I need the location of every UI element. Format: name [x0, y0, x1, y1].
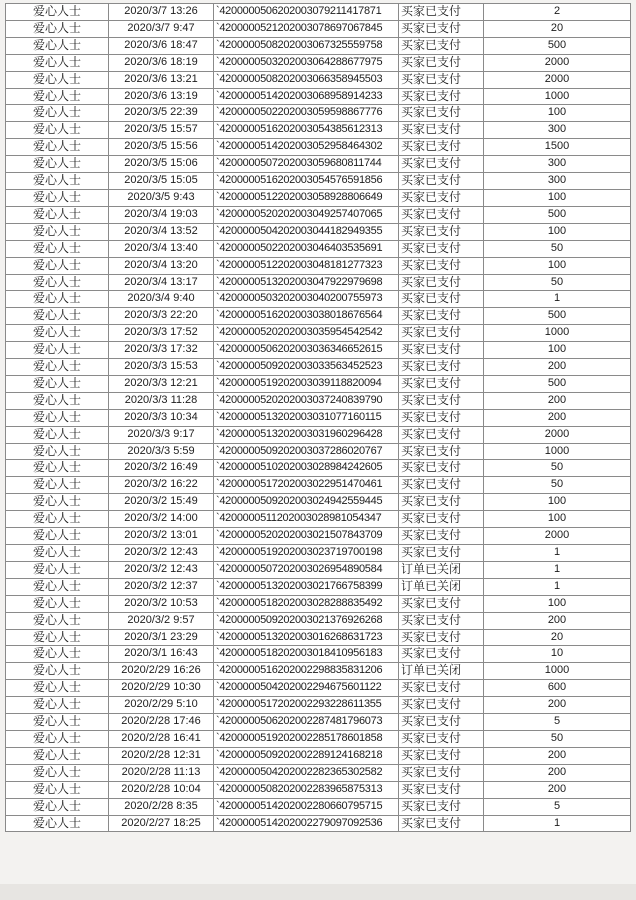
- cell-order-number: `4200000508202003067325559758: [214, 37, 399, 54]
- cell-donor-name: 爱心人士: [6, 223, 109, 240]
- cell-order-number: `4200000504202003044182949355: [214, 223, 399, 240]
- cell-order-status: 买家已支付: [399, 206, 484, 223]
- cell-datetime: 2020/3/2 14:00: [109, 511, 214, 528]
- cell-order-number: `4200000502202003046403535691: [214, 240, 399, 257]
- table-row: [6, 223, 631, 240]
- cell-donor-name: 爱心人士: [6, 325, 109, 342]
- cell-datetime: 2020/3/4 13:17: [109, 274, 214, 291]
- cell-amount: 50: [484, 477, 631, 494]
- cell-order-number: `4200000513202003031077160115: [214, 409, 399, 426]
- table-row: [6, 798, 631, 815]
- cell-amount: 200: [484, 392, 631, 409]
- cell-order-number: `4200000507202003059680811744: [214, 156, 399, 173]
- cell-order-number: `4200000510202003028984242605: [214, 460, 399, 477]
- cell-donor-name: 爱心人士: [6, 528, 109, 545]
- cell-donor-name: 爱心人士: [6, 37, 109, 54]
- table-row: [6, 494, 631, 511]
- table-row: [6, 71, 631, 88]
- cell-amount: 100: [484, 223, 631, 240]
- cell-order-status: 买家已支付: [399, 257, 484, 274]
- cell-donor-name: 爱心人士: [6, 629, 109, 646]
- cell-donor-name: 爱心人士: [6, 105, 109, 122]
- cell-donor-name: 爱心人士: [6, 257, 109, 274]
- cell-datetime: 2020/3/7 13:26: [109, 4, 214, 21]
- cell-datetime: 2020/3/4 19:03: [109, 206, 214, 223]
- cell-order-status: 买家已支付: [399, 189, 484, 206]
- cell-donor-name: 爱心人士: [6, 815, 109, 832]
- cell-order-number: `4200000513202003021766758399: [214, 578, 399, 595]
- cell-order-number: `4200000516202003054385612313: [214, 122, 399, 139]
- cell-donor-name: 爱心人士: [6, 781, 109, 798]
- cell-datetime: 2020/3/2 12:43: [109, 561, 214, 578]
- cell-donor-name: 爱心人士: [6, 342, 109, 359]
- cell-datetime: 2020/3/5 15:57: [109, 122, 214, 139]
- cell-amount: 200: [484, 697, 631, 714]
- cell-datetime: 2020/3/3 11:28: [109, 392, 214, 409]
- cell-donor-name: 爱心人士: [6, 494, 109, 511]
- cell-order-status: 买家已支付: [399, 714, 484, 731]
- cell-donor-name: 爱心人士: [6, 291, 109, 308]
- table-row: [6, 257, 631, 274]
- cell-order-status: 买家已支付: [399, 612, 484, 629]
- table-row: [6, 274, 631, 291]
- cell-datetime: 2020/3/2 13:01: [109, 528, 214, 545]
- cell-datetime: 2020/3/6 18:19: [109, 54, 214, 71]
- cell-amount: 100: [484, 189, 631, 206]
- table-row: [6, 240, 631, 257]
- cell-amount: 500: [484, 308, 631, 325]
- cell-order-status: 买家已支付: [399, 105, 484, 122]
- cell-donor-name: 爱心人士: [6, 359, 109, 376]
- cell-amount: 200: [484, 409, 631, 426]
- cell-donor-name: 爱心人士: [6, 88, 109, 105]
- cell-order-status: 买家已支付: [399, 595, 484, 612]
- cell-donor-name: 爱心人士: [6, 460, 109, 477]
- cell-donor-name: 爱心人士: [6, 122, 109, 139]
- cell-datetime: 2020/3/6 13:21: [109, 71, 214, 88]
- cell-order-number: `4200000509202003037286020767: [214, 443, 399, 460]
- cell-order-status: 买家已支付: [399, 815, 484, 832]
- cell-amount: 100: [484, 342, 631, 359]
- cell-datetime: 2020/3/2 12:37: [109, 578, 214, 595]
- cell-order-number: `4200000509202003021376926268: [214, 612, 399, 629]
- cell-donor-name: 爱心人士: [6, 173, 109, 190]
- cell-amount: 1: [484, 291, 631, 308]
- cell-order-status: 买家已支付: [399, 646, 484, 663]
- table-row: [6, 528, 631, 545]
- cell-order-number: `4200000520202003037240839790: [214, 392, 399, 409]
- cell-order-status: 买家已支付: [399, 240, 484, 257]
- cell-donor-name: 爱心人士: [6, 697, 109, 714]
- cell-order-number: `4200000516202002298835831206: [214, 663, 399, 680]
- table-row: [6, 122, 631, 139]
- cell-order-number: `4200000520202003035954542542: [214, 325, 399, 342]
- cell-amount: 1000: [484, 88, 631, 105]
- cell-order-status: 买家已支付: [399, 798, 484, 815]
- table-row: [6, 747, 631, 764]
- cell-order-number: `4200000520202003049257407065: [214, 206, 399, 223]
- cell-order-number: `4200000513202003047922979698: [214, 274, 399, 291]
- cell-datetime: 2020/3/5 15:05: [109, 173, 214, 190]
- table-row: [6, 680, 631, 697]
- cell-amount: 2000: [484, 426, 631, 443]
- cell-order-number: `4200000519202003023719700198: [214, 545, 399, 562]
- cell-order-status: 买家已支付: [399, 409, 484, 426]
- cell-datetime: 2020/3/5 9:43: [109, 189, 214, 206]
- cell-donor-name: 爱心人士: [6, 392, 109, 409]
- table-row: [6, 595, 631, 612]
- cell-order-status: 买家已支付: [399, 223, 484, 240]
- cell-order-status: 买家已支付: [399, 139, 484, 156]
- cell-datetime: 2020/3/2 15:49: [109, 494, 214, 511]
- cell-datetime: 2020/3/4 13:52: [109, 223, 214, 240]
- table-row: [6, 105, 631, 122]
- cell-order-number: `4200000514202002279097092536: [214, 815, 399, 832]
- cell-amount: 200: [484, 764, 631, 781]
- cell-order-number: `4200000508202002283965875313: [214, 781, 399, 798]
- cell-datetime: 2020/3/5 15:06: [109, 156, 214, 173]
- table-row: [6, 443, 631, 460]
- cell-order-number: `4200000503202003040200755973: [214, 291, 399, 308]
- cell-datetime: 2020/3/3 12:21: [109, 375, 214, 392]
- cell-donor-name: 爱心人士: [6, 308, 109, 325]
- cell-amount: 200: [484, 747, 631, 764]
- cell-order-status: 买家已支付: [399, 764, 484, 781]
- cell-datetime: 2020/3/5 22:39: [109, 105, 214, 122]
- cell-order-number: `4200000509202003033563452523: [214, 359, 399, 376]
- cell-amount: 20: [484, 20, 631, 37]
- cell-amount: 1: [484, 815, 631, 832]
- cell-order-number: `4200000509202003024942559445: [214, 494, 399, 511]
- cell-amount: 1500: [484, 139, 631, 156]
- table-row: [6, 629, 631, 646]
- cell-order-status: 买家已支付: [399, 37, 484, 54]
- cell-order-status: 买家已支付: [399, 122, 484, 139]
- orders-table-body: [6, 4, 631, 832]
- cell-donor-name: 爱心人士: [6, 612, 109, 629]
- cell-order-number: `4200000516202003038018676564: [214, 308, 399, 325]
- cell-datetime: 2020/2/28 8:35: [109, 798, 214, 815]
- cell-donor-name: 爱心人士: [6, 206, 109, 223]
- table-row: [6, 4, 631, 21]
- cell-order-status: 买家已支付: [399, 545, 484, 562]
- cell-amount: 300: [484, 122, 631, 139]
- cell-order-status: 买家已支付: [399, 359, 484, 376]
- cell-order-status: 买家已支付: [399, 88, 484, 105]
- cell-donor-name: 爱心人士: [6, 646, 109, 663]
- cell-donor-name: 爱心人士: [6, 71, 109, 88]
- cell-amount: 1000: [484, 443, 631, 460]
- table-row: [6, 375, 631, 392]
- cell-order-number: `4200000514202003052958464302: [214, 139, 399, 156]
- cell-amount: 200: [484, 359, 631, 376]
- cell-order-number: `4200000506202003036346652615: [214, 342, 399, 359]
- table-row: [6, 173, 631, 190]
- cell-amount: 200: [484, 612, 631, 629]
- cell-order-status: 买家已支付: [399, 730, 484, 747]
- cell-donor-name: 爱心人士: [6, 240, 109, 257]
- cell-datetime: 2020/3/2 9:57: [109, 612, 214, 629]
- cell-order-status: 买家已支付: [399, 528, 484, 545]
- cell-amount: 20: [484, 629, 631, 646]
- cell-datetime: 2020/2/28 17:46: [109, 714, 214, 731]
- cell-order-number: `4200000503202003064288677975: [214, 54, 399, 71]
- cell-donor-name: 爱心人士: [6, 189, 109, 206]
- cell-amount: 5: [484, 714, 631, 731]
- cell-order-status: 订单已关闭: [399, 561, 484, 578]
- cell-order-status: 买家已支付: [399, 697, 484, 714]
- cell-amount: 100: [484, 511, 631, 528]
- page-margin-bottom: [0, 884, 636, 900]
- cell-amount: 500: [484, 375, 631, 392]
- cell-amount: 50: [484, 730, 631, 747]
- cell-datetime: 2020/3/3 17:52: [109, 325, 214, 342]
- cell-order-status: 订单已关闭: [399, 578, 484, 595]
- cell-order-status: 买家已支付: [399, 342, 484, 359]
- cell-order-status: 买家已支付: [399, 629, 484, 646]
- cell-datetime: 2020/2/28 11:13: [109, 764, 214, 781]
- table-row: [6, 612, 631, 629]
- cell-order-number: `4200000506202003079211417871: [214, 4, 399, 21]
- cell-amount: 100: [484, 105, 631, 122]
- cell-datetime: 2020/3/4 13:20: [109, 257, 214, 274]
- table-row: [6, 730, 631, 747]
- cell-donor-name: 爱心人士: [6, 375, 109, 392]
- table-row: [6, 460, 631, 477]
- cell-amount: 50: [484, 274, 631, 291]
- table-row: [6, 714, 631, 731]
- cell-order-status: 买家已支付: [399, 20, 484, 37]
- cell-donor-name: 爱心人士: [6, 663, 109, 680]
- cell-donor-name: 爱心人士: [6, 511, 109, 528]
- cell-donor-name: 爱心人士: [6, 680, 109, 697]
- cell-order-status: 买家已支付: [399, 4, 484, 21]
- cell-order-number: `4200000519202002285178601858: [214, 730, 399, 747]
- cell-amount: 600: [484, 680, 631, 697]
- cell-datetime: 2020/3/6 13:19: [109, 88, 214, 105]
- cell-order-number: `4200000513202003031960296428: [214, 426, 399, 443]
- cell-datetime: 2020/3/6 18:47: [109, 37, 214, 54]
- cell-datetime: 2020/3/4 13:40: [109, 240, 214, 257]
- cell-order-number: `4200000506202002287481796073: [214, 714, 399, 731]
- cell-order-status: 买家已支付: [399, 173, 484, 190]
- cell-amount: 5: [484, 798, 631, 815]
- cell-amount: 50: [484, 240, 631, 257]
- table-row: [6, 88, 631, 105]
- cell-datetime: 2020/2/28 10:04: [109, 781, 214, 798]
- cell-donor-name: 爱心人士: [6, 139, 109, 156]
- cell-datetime: 2020/3/1 16:43: [109, 646, 214, 663]
- cell-amount: 100: [484, 595, 631, 612]
- cell-order-number: `4200000520202003021507843709: [214, 528, 399, 545]
- cell-order-status: 买家已支付: [399, 747, 484, 764]
- table-row: [6, 342, 631, 359]
- cell-order-status: 买家已支付: [399, 308, 484, 325]
- cell-datetime: 2020/3/7 9:47: [109, 20, 214, 37]
- cell-datetime: 2020/2/28 16:41: [109, 730, 214, 747]
- cell-amount: 1000: [484, 325, 631, 342]
- cell-datetime: 2020/3/2 16:49: [109, 460, 214, 477]
- orders-table-wrap: [5, 3, 631, 832]
- cell-order-number: `4200000514202002280660795715: [214, 798, 399, 815]
- cell-datetime: 2020/2/29 10:30: [109, 680, 214, 697]
- cell-datetime: 2020/3/3 22:20: [109, 308, 214, 325]
- cell-order-number: `4200000518202003018410956183: [214, 646, 399, 663]
- cell-order-status: 买家已支付: [399, 511, 484, 528]
- cell-order-status: 买家已支付: [399, 460, 484, 477]
- cell-order-status: 买家已支付: [399, 426, 484, 443]
- cell-amount: 1: [484, 578, 631, 595]
- cell-order-number: `4200000511202003028981054347: [214, 511, 399, 528]
- cell-order-number: `4200000512202003058928806649: [214, 189, 399, 206]
- cell-order-number: `4200000519202003039118820094: [214, 375, 399, 392]
- cell-donor-name: 爱心人士: [6, 156, 109, 173]
- table-row: [6, 781, 631, 798]
- cell-amount: 500: [484, 37, 631, 54]
- cell-order-number: `4200000514202003068958914233: [214, 88, 399, 105]
- cell-donor-name: 爱心人士: [6, 561, 109, 578]
- cell-amount: 1: [484, 545, 631, 562]
- cell-donor-name: 爱心人士: [6, 764, 109, 781]
- cell-datetime: 2020/3/5 15:56: [109, 139, 214, 156]
- cell-donor-name: 爱心人士: [6, 426, 109, 443]
- cell-order-number: `4200000521202003078697067845: [214, 20, 399, 37]
- cell-order-status: 买家已支付: [399, 71, 484, 88]
- cell-order-number: `4200000517202002293228611355: [214, 697, 399, 714]
- table-row: [6, 697, 631, 714]
- table-row: [6, 189, 631, 206]
- cell-donor-name: 爱心人士: [6, 578, 109, 595]
- cell-order-status: 买家已支付: [399, 54, 484, 71]
- cell-donor-name: 爱心人士: [6, 4, 109, 21]
- table-row: [6, 511, 631, 528]
- cell-order-status: 订单已关闭: [399, 663, 484, 680]
- cell-order-number: `4200000508202003066358945503: [214, 71, 399, 88]
- cell-datetime: 2020/3/3 17:32: [109, 342, 214, 359]
- table-row: [6, 545, 631, 562]
- cell-datetime: 2020/2/29 16:26: [109, 663, 214, 680]
- cell-order-status: 买家已支付: [399, 781, 484, 798]
- cell-order-status: 买家已支付: [399, 291, 484, 308]
- cell-order-number: `4200000504202002294675601122: [214, 680, 399, 697]
- cell-amount: 1000: [484, 663, 631, 680]
- cell-amount: 2000: [484, 54, 631, 71]
- table-row: [6, 325, 631, 342]
- cell-order-status: 买家已支付: [399, 443, 484, 460]
- cell-amount: 2000: [484, 528, 631, 545]
- cell-datetime: 2020/2/29 5:10: [109, 697, 214, 714]
- cell-datetime: 2020/2/27 18:25: [109, 815, 214, 832]
- cell-donor-name: 爱心人士: [6, 747, 109, 764]
- cell-order-number: `4200000512202003048181277323: [214, 257, 399, 274]
- cell-datetime: 2020/3/1 23:29: [109, 629, 214, 646]
- cell-donor-name: 爱心人士: [6, 730, 109, 747]
- table-row: [6, 426, 631, 443]
- table-row: [6, 764, 631, 781]
- cell-amount: 10: [484, 646, 631, 663]
- table-row: [6, 20, 631, 37]
- cell-datetime: 2020/3/2 16:22: [109, 477, 214, 494]
- cell-order-status: 买家已支付: [399, 325, 484, 342]
- cell-amount: 500: [484, 206, 631, 223]
- cell-amount: 300: [484, 173, 631, 190]
- cell-order-status: 买家已支付: [399, 680, 484, 697]
- table-row: [6, 291, 631, 308]
- cell-donor-name: 爱心人士: [6, 714, 109, 731]
- cell-amount: 200: [484, 781, 631, 798]
- cell-datetime: 2020/3/3 10:34: [109, 409, 214, 426]
- table-row: [6, 815, 631, 832]
- table-row: [6, 156, 631, 173]
- cell-datetime: 2020/3/2 12:43: [109, 545, 214, 562]
- cell-amount: 300: [484, 156, 631, 173]
- cell-order-status: 买家已支付: [399, 156, 484, 173]
- table-row: [6, 206, 631, 223]
- cell-datetime: 2020/3/3 5:59: [109, 443, 214, 460]
- cell-donor-name: 爱心人士: [6, 545, 109, 562]
- table-row: [6, 392, 631, 409]
- table-row: [6, 578, 631, 595]
- cell-order-status: 买家已支付: [399, 392, 484, 409]
- cell-donor-name: 爱心人士: [6, 409, 109, 426]
- cell-order-number: `4200000517202003022951470461: [214, 477, 399, 494]
- cell-order-number: `4200000502202003059598867776: [214, 105, 399, 122]
- table-row: [6, 54, 631, 71]
- cell-order-status: 买家已支付: [399, 274, 484, 291]
- table-row: [6, 561, 631, 578]
- table-row: [6, 37, 631, 54]
- cell-datetime: 2020/2/28 12:31: [109, 747, 214, 764]
- cell-order-number: `4200000509202002289124168218: [214, 747, 399, 764]
- cell-amount: 100: [484, 257, 631, 274]
- table-row: [6, 308, 631, 325]
- cell-datetime: 2020/3/3 15:53: [109, 359, 214, 376]
- cell-donor-name: 爱心人士: [6, 798, 109, 815]
- cell-order-status: 买家已支付: [399, 494, 484, 511]
- cell-datetime: 2020/3/3 9:17: [109, 426, 214, 443]
- table-row: [6, 139, 631, 156]
- table-row: [6, 663, 631, 680]
- orders-table: [5, 3, 631, 832]
- cell-order-number: `4200000507202003026954890584: [214, 561, 399, 578]
- cell-order-number: `4200000518202003028288835492: [214, 595, 399, 612]
- table-row: [6, 359, 631, 376]
- cell-donor-name: 爱心人士: [6, 443, 109, 460]
- cell-amount: 2: [484, 4, 631, 21]
- cell-order-status: 买家已支付: [399, 375, 484, 392]
- cell-amount: 1: [484, 561, 631, 578]
- cell-donor-name: 爱心人士: [6, 54, 109, 71]
- cell-datetime: 2020/3/2 10:53: [109, 595, 214, 612]
- cell-amount: 2000: [484, 71, 631, 88]
- cell-datetime: 2020/3/4 9:40: [109, 291, 214, 308]
- cell-donor-name: 爱心人士: [6, 274, 109, 291]
- cell-donor-name: 爱心人士: [6, 595, 109, 612]
- cell-donor-name: 爱心人士: [6, 20, 109, 37]
- cell-order-number: `4200000513202003016268631723: [214, 629, 399, 646]
- cell-order-number: `4200000516202003054576591856: [214, 173, 399, 190]
- cell-order-number: `4200000504202002282365302582: [214, 764, 399, 781]
- cell-order-status: 买家已支付: [399, 477, 484, 494]
- cell-amount: 50: [484, 460, 631, 477]
- table-row: [6, 477, 631, 494]
- cell-amount: 100: [484, 494, 631, 511]
- table-row: [6, 409, 631, 426]
- cell-donor-name: 爱心人士: [6, 477, 109, 494]
- table-row: [6, 646, 631, 663]
